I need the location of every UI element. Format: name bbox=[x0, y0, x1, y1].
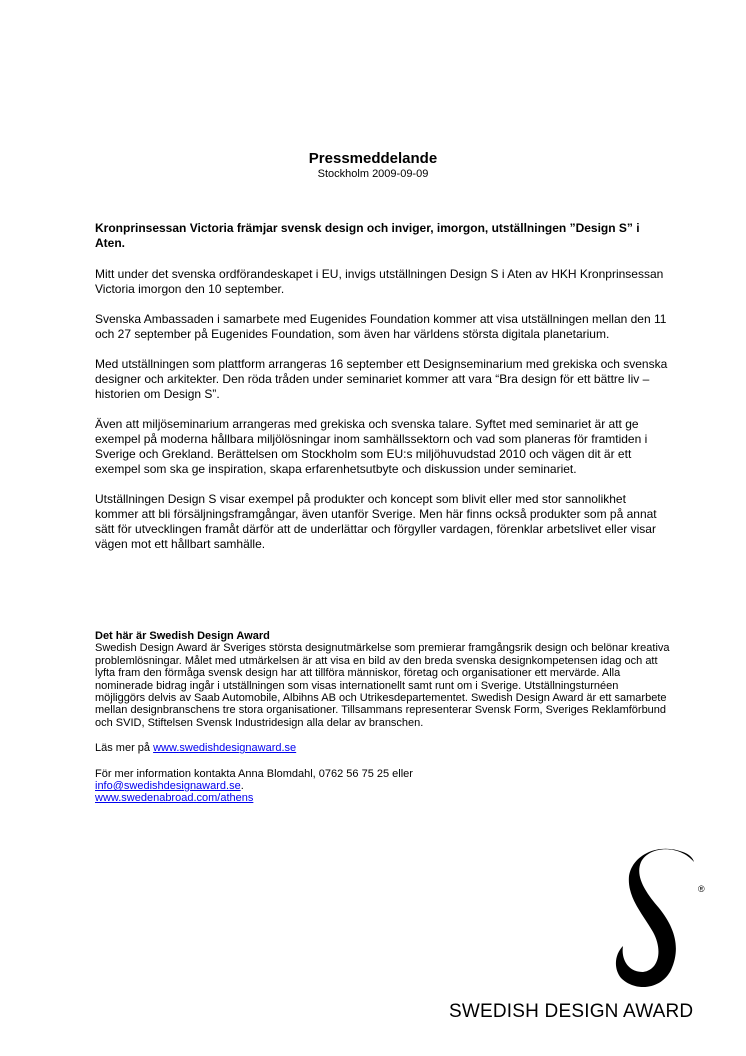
dateline: Stockholm 2009-09-09 bbox=[317, 168, 429, 180]
award-description: Swedish Design Award är Sveriges största designutmärkelse som premierar framgångsrik design och belönar kreativa problemlösningar. Målet med utmärkelsen är att visa en bild av den breda svenska designkompetensen idag och att lyfta fram den förmåga svensk design har att tillföra människor, företag och organisationer ett mervärde. Alla nominerade bidrag ingår i utställningen som visas internationellt samt runt om i Sverige. Utställningsturnéen möjliggörs delvis av Saab Automobile, Albihns AB och Utrikesdepartementet. Swedish Design Award är ett samarbete mellan designbranschens tre stora organisationer. Tillsammans representerar Svensk Form, Sveriges Reklamförbund och SVID, Stiftelsen Svensk Industridesign alla delar av branschen. bbox=[95, 642, 670, 729]
logo-wordmark: SWEDISH DESIGN AWARD bbox=[449, 1001, 694, 1022]
contact-text: För mer information kontakta Anna Blomdahl, 0762 56 75 25 eller bbox=[95, 767, 413, 780]
contact-email-link[interactable]: info@swedishdesignaward.se bbox=[95, 780, 241, 793]
award-section bbox=[95, 630, 670, 805]
paragraph-4: Även att miljöseminarium arrangeras med grekiska och svenska talare. Syftet med seminariet är att ge exempel på moderna hållbara miljölösningar inom samhällssektorn och vad som planeras för framtiden i Sverige och Grekland. Berättelsen om Stockholm som EU:s miljöhuvudstad 2010 och vägen dit är ett exempel som ska ge inspiration, skapa erfarenhetsutbyte och diskussion under seminariet. bbox=[95, 417, 648, 476]
title-block bbox=[0, 150, 746, 181]
contact-email-line bbox=[95, 780, 670, 792]
read-more-line bbox=[95, 742, 670, 754]
award-heading: Det här är Swedish Design Award bbox=[95, 630, 270, 642]
contact-web-line bbox=[95, 792, 670, 804]
contact-email-suffix: . bbox=[240, 780, 244, 793]
swedish-design-award-logo bbox=[449, 848, 714, 1023]
registered-mark: ® bbox=[698, 884, 705, 894]
paragraph-2: Svenska Ambassaden i samarbete med Eugenides Foundation kommer att visa utställningen mellan den 11 och 27 september på Eugenides Foundation, som även har världens största digitala planetarium. bbox=[95, 312, 667, 341]
headline: Kronprinsessan Victoria främjar svensk design och inviger, imorgon, utställningen ”Design S” i Aten. bbox=[95, 221, 640, 250]
paragraph-1: Mitt under det svenska ordförandeskapet i EU, invigs utställningen Design S i Aten av HKH Kronprinsessan Victoria imorgon den 10 september. bbox=[95, 267, 664, 296]
award-website-link[interactable]: www.swedishdesignaward.se bbox=[153, 742, 297, 755]
paragraph-3: Med utställningen som plattform arrangeras 16 september ett Designseminarium med grekiska och svenska designer och arkitekter. Den röda tråden under seminariet kommer att vara “Bra design för ett bättre liv – historien om Design S”. bbox=[95, 357, 668, 401]
paragraph-5: Utställningen Design S visar exempel på produkter och koncept som blivit eller med stor sannolikhet kommer att bli försäljningsframgångar, även utanför Sverige. Men här finns också produkter som på annat sätt för utvecklingen framåt därför att de underlättar och förgyller vardagen, förenklar arbetslivet eller visar vägen mot ett hållbart samhälle. bbox=[95, 492, 657, 551]
s-curve-logo-icon bbox=[599, 848, 714, 993]
read-more-prefix: Läs mer på bbox=[95, 742, 154, 755]
page-title: Pressmeddelande bbox=[308, 150, 438, 167]
main-content bbox=[95, 221, 670, 567]
embassy-website-link[interactable]: www.swedenabroad.com/athens bbox=[95, 792, 254, 805]
